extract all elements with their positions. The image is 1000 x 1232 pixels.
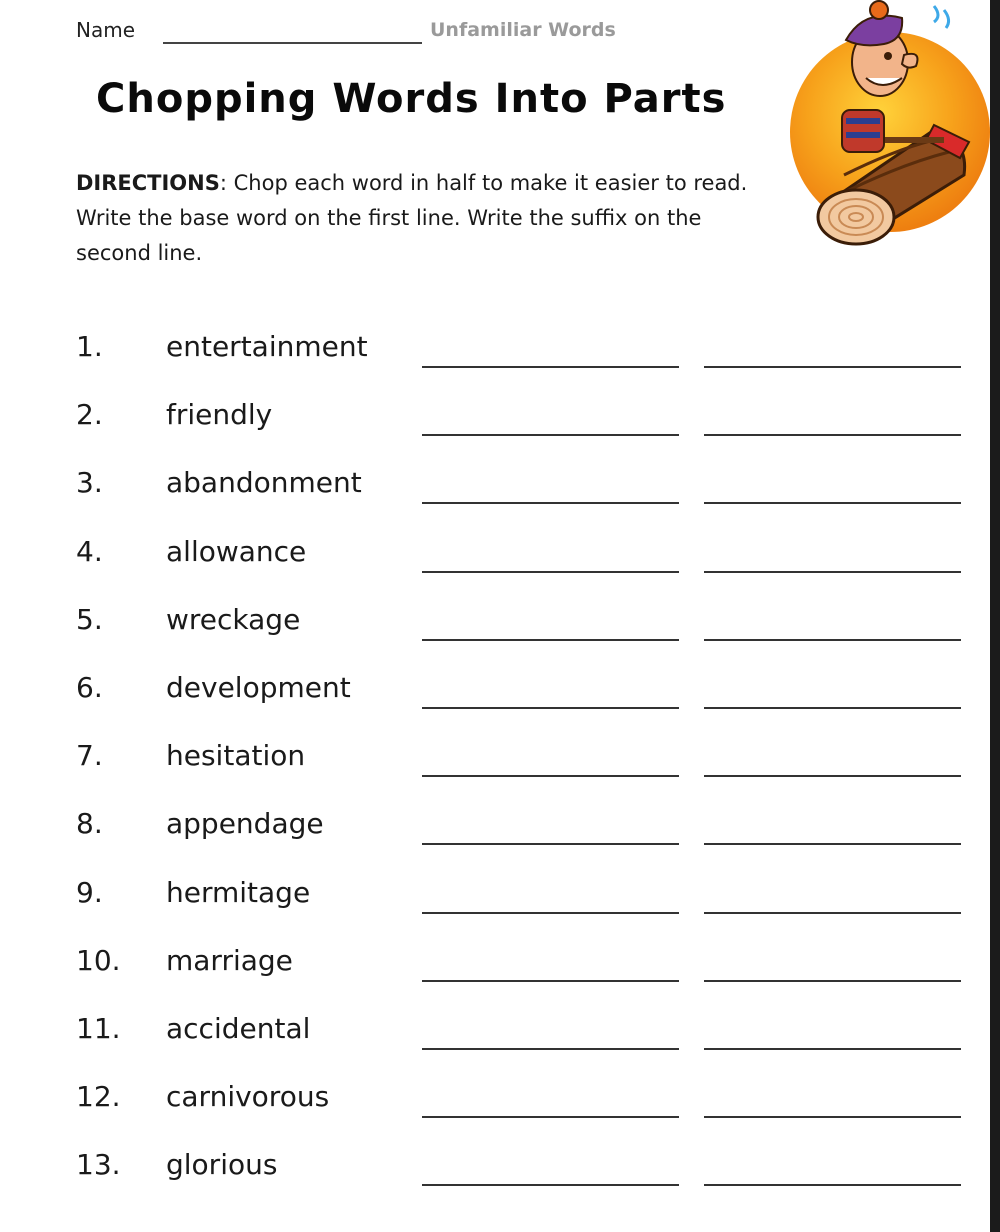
word-row	[0, 944, 1000, 1012]
item-number: 9.	[76, 875, 103, 909]
base-word-line[interactable]	[422, 912, 679, 914]
item-word: allowance	[166, 534, 307, 568]
item-word: friendly	[166, 398, 273, 432]
woodcutter-hat	[846, 16, 902, 46]
base-word-line[interactable]	[422, 1116, 679, 1118]
word-row	[0, 466, 1000, 534]
base-word-line[interactable]	[422, 434, 679, 436]
item-number: 2.	[76, 398, 103, 432]
word-row	[0, 1080, 1000, 1148]
base-word-line[interactable]	[422, 366, 679, 368]
base-word-line[interactable]	[422, 707, 679, 709]
item-word: hermitage	[166, 875, 311, 909]
item-word: development	[166, 671, 351, 704]
suffix-line[interactable]	[704, 639, 961, 641]
suffix-line[interactable]	[704, 912, 961, 914]
directions-label: DIRECTIONS	[76, 171, 220, 195]
item-word: glorious	[166, 1148, 278, 1182]
suffix-line[interactable]	[704, 366, 961, 368]
word-row	[0, 739, 1000, 807]
item-number: 1.	[76, 330, 103, 363]
suffix-line[interactable]	[704, 707, 961, 709]
item-number: 4.	[76, 534, 103, 568]
item-number: 7.	[76, 739, 103, 773]
base-word-line[interactable]	[422, 843, 679, 845]
item-word: carnivorous	[166, 1080, 330, 1114]
word-row	[0, 535, 1000, 603]
item-number: 11.	[76, 1012, 121, 1045]
word-row	[0, 807, 1000, 875]
suffix-line[interactable]	[704, 1116, 961, 1118]
item-word: accidental	[166, 1012, 311, 1045]
woodcutter-shirt	[842, 110, 884, 152]
word-row	[0, 876, 1000, 944]
item-number: 12.	[76, 1080, 121, 1114]
item-number: 3.	[76, 466, 103, 500]
directions-text: : Chop each word in half to make it easier to read. Write the base word on the first line. Write the suffix on the second line.	[76, 171, 748, 265]
category-label: Unfamiliar Words	[430, 19, 616, 41]
word-row	[0, 671, 1000, 739]
woodcutter-illustration	[784, 0, 994, 256]
word-row	[0, 1148, 1000, 1216]
base-word-line[interactable]	[422, 571, 679, 573]
word-row	[0, 1012, 1000, 1080]
suffix-line[interactable]	[704, 502, 961, 504]
suffix-line[interactable]	[704, 1048, 961, 1050]
item-number: 6.	[76, 671, 103, 704]
directions	[76, 166, 776, 271]
suffix-line[interactable]	[704, 434, 961, 436]
word-row	[0, 603, 1000, 671]
item-word: wreckage	[166, 602, 301, 636]
suffix-line[interactable]	[704, 571, 961, 573]
suffix-line[interactable]	[704, 775, 961, 777]
base-word-line[interactable]	[422, 980, 679, 982]
item-word: appendage	[166, 807, 324, 841]
item-word: marriage	[166, 943, 293, 977]
base-word-line[interactable]	[422, 1184, 679, 1186]
item-word: abandonment	[166, 466, 362, 500]
name-input-line[interactable]	[163, 42, 422, 44]
item-number: 10.	[76, 943, 121, 977]
base-word-line[interactable]	[422, 775, 679, 777]
item-number: 8.	[76, 807, 103, 841]
item-word: entertainment	[166, 330, 368, 363]
suffix-line[interactable]	[704, 1184, 961, 1186]
base-word-line[interactable]	[422, 502, 679, 504]
item-number: 13.	[76, 1148, 121, 1182]
page-title: Chopping Words Into Parts	[96, 76, 727, 122]
base-word-line[interactable]	[422, 639, 679, 641]
item-word: hesitation	[166, 739, 306, 773]
word-row	[0, 398, 1000, 466]
base-word-line[interactable]	[422, 1048, 679, 1050]
word-row	[0, 330, 1000, 398]
item-number: 5.	[76, 602, 103, 636]
suffix-line[interactable]	[704, 980, 961, 982]
suffix-line[interactable]	[704, 843, 961, 845]
name-label: Name	[76, 18, 136, 42]
